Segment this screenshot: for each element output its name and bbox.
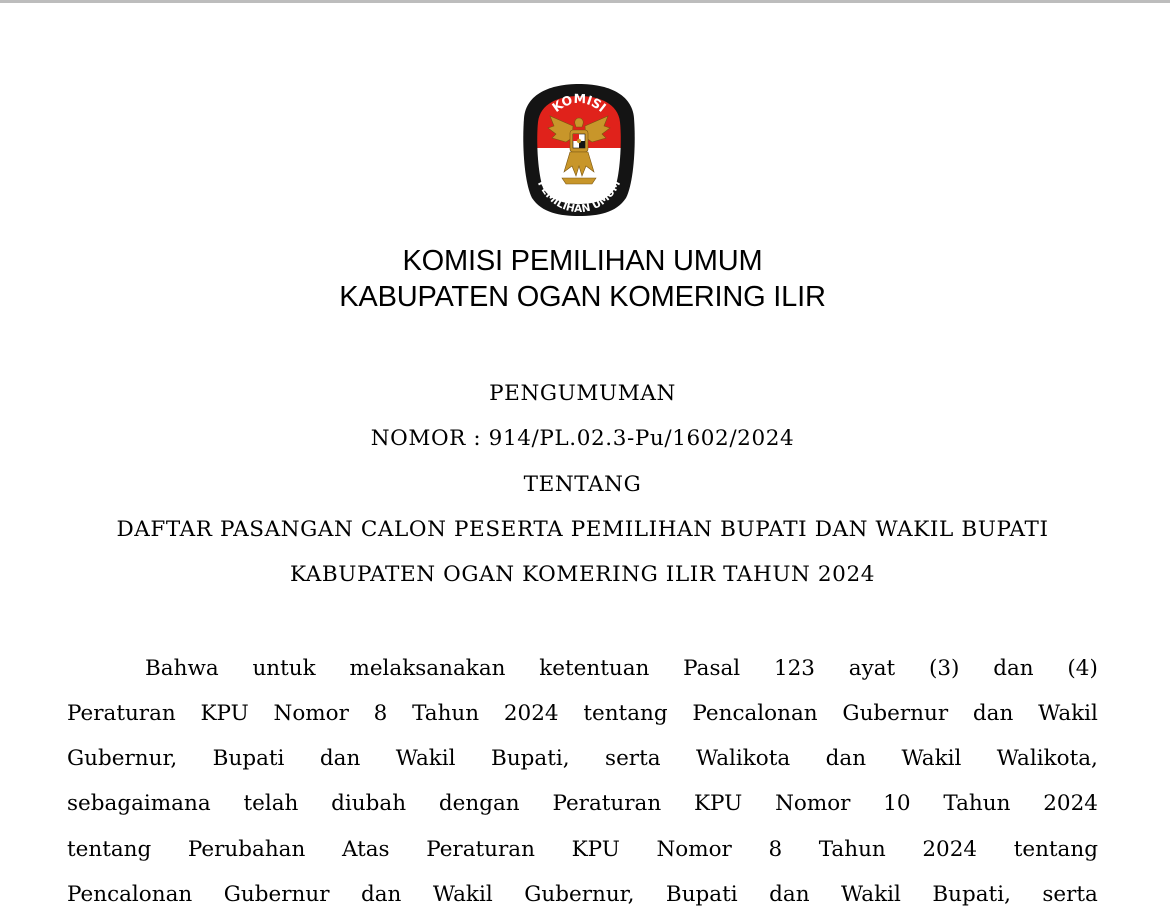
announcement-about: TENTANG (523, 472, 642, 497)
logo-text-top: KOMISI (549, 90, 610, 115)
body-line-4: sebagaimana telah diubah dengan Peraturan KPU Nomor 10 Tahun 2024 (67, 791, 1098, 816)
kpu-logo (520, 82, 638, 217)
body-line-6: Pencalonan Gubernur dan Wakil Gubernur, Bupati dan Wakil Bupati, serta (67, 882, 1098, 907)
organization-region: KABUPATEN OGAN KOMERING ILIR (339, 281, 826, 313)
kpu-emblem-icon (520, 82, 638, 217)
body-line-5: tentang Perubahan Atas Peraturan KPU Nomor 8 Tahun 2024 tentang (67, 837, 1098, 862)
announcement-subject-line-1: DAFTAR PASANGAN CALON PESERTA PEMILIHAN BUPATI DAN WAKIL BUPATI (116, 517, 1049, 542)
body-line-3: Gubernur, Bupati dan Wakil Bupati, serta Walikota dan Wakil Walikota, (67, 746, 1098, 771)
organization-name: KOMISI PEMILIHAN UMUM (402, 245, 763, 277)
logo-text-bottom: PEMILIHAN UMUM (534, 178, 624, 216)
page-top-border (0, 0, 1170, 3)
body-line-1: Bahwa untuk melaksanakan ketentuan Pasal 123 ayat (3) dan (4) (145, 656, 1098, 681)
body-line-2: Peraturan KPU Nomor 8 Tahun 2024 tentang Pencalonan Gubernur dan Wakil (67, 701, 1098, 726)
announcement-type: PENGUMUMAN (489, 381, 676, 406)
announcement-number: NOMOR : 914/PL.02.3-Pu/1602/2024 (370, 426, 795, 451)
announcement-subject-line-2: KABUPATEN OGAN KOMERING ILIR TAHUN 2024 (289, 562, 876, 587)
